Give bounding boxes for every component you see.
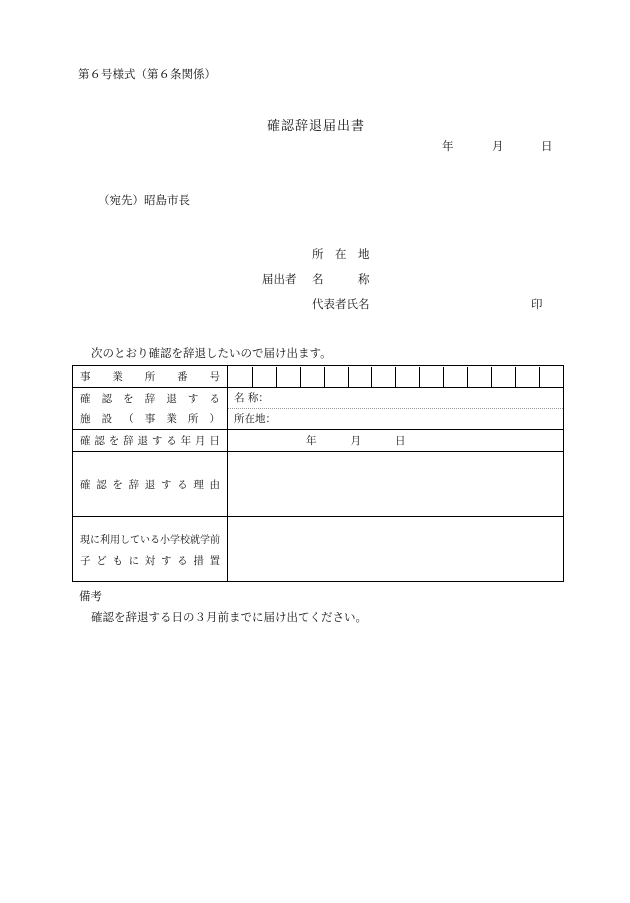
label-char: 利 xyxy=(100,534,110,546)
label-char: 所 xyxy=(144,371,156,383)
label-char: 号 xyxy=(209,371,220,383)
label-char: 退 xyxy=(166,393,177,405)
row4-label-chars xyxy=(80,477,220,492)
label-char: 辞 xyxy=(144,393,156,405)
label-char: る xyxy=(209,393,220,405)
row5-label-line1 xyxy=(80,527,220,549)
label-char: 認 xyxy=(101,393,113,405)
label-char: 業 xyxy=(112,371,123,383)
label-char: を xyxy=(108,435,120,447)
label-char: 事 xyxy=(80,371,91,383)
label-char: 学 xyxy=(200,534,210,546)
intro-text: 次のとおり確認を辞退したいので届け出ます。 xyxy=(91,346,332,360)
measure-label xyxy=(73,517,228,582)
label-char: を xyxy=(123,393,134,405)
row3-label-chars xyxy=(80,433,220,448)
label-char: 確 xyxy=(80,435,91,447)
label-char: い xyxy=(140,534,150,546)
table-row xyxy=(73,388,564,430)
label-char: も xyxy=(112,554,123,567)
label-char: す xyxy=(187,393,199,405)
digit-boxes xyxy=(252,367,563,387)
label-char: 確 xyxy=(80,478,91,491)
form-number: 第６号様式（第６条関係） xyxy=(78,67,216,81)
label-char: る xyxy=(150,534,160,546)
label-char: 所 xyxy=(187,413,199,425)
label-char: 対 xyxy=(144,554,156,567)
label-char: ） xyxy=(209,413,220,425)
business-number-label xyxy=(73,366,228,388)
label-char: 学 xyxy=(170,534,180,546)
label-char: 辞 xyxy=(123,435,134,447)
label-char: 用 xyxy=(110,534,120,546)
table-row xyxy=(73,430,564,452)
reason-field[interactable] xyxy=(228,452,564,517)
header-date-year: 年 xyxy=(442,139,454,153)
label-char: 措 xyxy=(193,554,204,567)
row1-label-chars xyxy=(80,369,220,384)
applicant-representative-label: 代表者氏名 xyxy=(312,297,370,311)
label-char: 辞 xyxy=(128,478,140,491)
applicant-label: 届出者 xyxy=(262,272,297,286)
withdrawal-date-field[interactable] xyxy=(228,430,564,452)
label-char: る xyxy=(177,478,188,491)
label-char: 確 xyxy=(80,393,91,405)
facility-label xyxy=(73,388,228,430)
label-char: 子 xyxy=(80,554,91,567)
label-char: 現 xyxy=(80,534,90,546)
label-char: 置 xyxy=(209,554,220,567)
label-char: 番 xyxy=(177,371,188,383)
label-char: 認 xyxy=(96,478,107,491)
label-char: 就 xyxy=(190,534,200,546)
label-char: 理 xyxy=(193,478,204,491)
reason-label xyxy=(73,452,228,517)
row5-label-line2 xyxy=(80,549,220,571)
label-char: し xyxy=(120,534,130,546)
label-char: 月 xyxy=(195,435,206,447)
label-char: に xyxy=(128,554,140,567)
applicant-name-label: 名 称 xyxy=(312,272,370,286)
row2-label-line2 xyxy=(80,409,220,429)
remarks-label: 備考 xyxy=(79,589,102,603)
label-char: 年 xyxy=(180,435,192,447)
row2-label-line1 xyxy=(80,389,220,409)
label-char: す xyxy=(160,554,172,567)
label-char: 施 xyxy=(80,413,91,425)
label-char: 業 xyxy=(166,413,177,425)
facility-address-label: 所在地： xyxy=(234,413,276,425)
label-char: 由 xyxy=(209,478,220,491)
label-char: る xyxy=(177,554,188,567)
label-char: す xyxy=(160,478,172,491)
label-char: 小 xyxy=(160,534,170,546)
withdrawal-date-month: 月 xyxy=(350,434,361,447)
label-char: 前 xyxy=(210,534,220,546)
table-row xyxy=(73,517,564,582)
withdrawal-date-day: 日 xyxy=(395,434,406,447)
facility-name-label: 名 称： xyxy=(228,388,563,409)
label-char: ど xyxy=(96,554,107,567)
applicant-address-label: 所 在 地 xyxy=(312,247,370,261)
label-char: に xyxy=(90,534,100,546)
label-char: 日 xyxy=(209,435,220,447)
label-char: 退 xyxy=(137,435,148,447)
page-title: 確認辞退届出書 xyxy=(267,119,366,134)
label-char: 退 xyxy=(144,478,156,491)
label-char: て xyxy=(130,534,140,546)
withdrawal-date-label xyxy=(73,430,228,452)
table-row xyxy=(73,366,564,388)
measure-field[interactable] xyxy=(228,517,564,582)
label-char: 設 xyxy=(101,413,113,425)
label-char: る xyxy=(166,435,177,447)
withdrawal-form-table xyxy=(72,365,564,582)
facility-field[interactable] xyxy=(228,388,564,430)
business-number-field[interactable] xyxy=(228,366,564,388)
addressee: （宛先）昭島市長 xyxy=(98,193,190,207)
label-char: 校 xyxy=(180,534,190,546)
label-char: を xyxy=(112,478,123,491)
header-date-month: 月 xyxy=(492,139,504,153)
seal-mark: 印 xyxy=(531,297,543,311)
header-date-day: 日 xyxy=(541,139,553,153)
label-char: 事 xyxy=(144,413,156,425)
withdrawal-date-year: 年 xyxy=(306,434,317,447)
withdrawal-date-parts xyxy=(228,431,563,451)
label-char: （ xyxy=(123,413,134,425)
remarks-text: 確認を辞退する日の３月前までに届け出てください。 xyxy=(91,610,367,624)
table-row xyxy=(73,452,564,517)
label-char: 認 xyxy=(94,435,105,447)
label-char: す xyxy=(151,435,163,447)
